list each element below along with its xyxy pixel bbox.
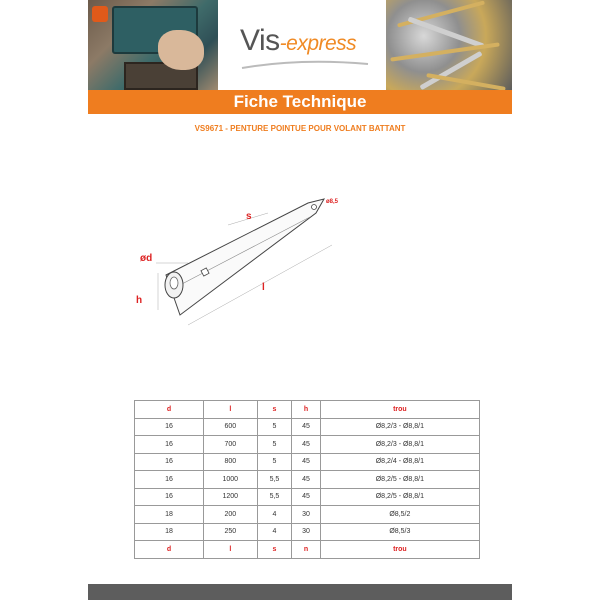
- header-cell: l: [204, 401, 258, 419]
- table-cell: 30: [292, 523, 320, 541]
- header-cell: h: [292, 401, 320, 419]
- header-banner: [88, 0, 512, 90]
- table-cell: 16: [135, 471, 204, 489]
- table-cell: 200: [204, 506, 258, 524]
- table-cell: 5,5: [257, 488, 292, 506]
- table-cell: 30: [292, 506, 320, 524]
- table-cell: 16: [135, 488, 204, 506]
- table-cell: Ø8,2/5 - Ø8,8/1: [320, 471, 479, 489]
- table-cell: 45: [292, 488, 320, 506]
- bolt-shape: [408, 16, 485, 48]
- table-cell: 600: [204, 418, 258, 436]
- technical-sheet-page: [88, 0, 512, 600]
- table-cell: Ø8,2/3 - Ø8,8/1: [320, 418, 479, 436]
- table-row: [135, 436, 480, 454]
- footer-cell: l: [204, 541, 258, 559]
- brand-logo: [240, 24, 356, 58]
- table-header-row: [135, 401, 480, 419]
- table-cell: Ø8,5/2: [320, 506, 479, 524]
- footer-cell: n: [292, 541, 320, 559]
- table-cell: Ø8,5/3: [320, 523, 479, 541]
- footer-cell: s: [257, 541, 292, 559]
- table-row: [135, 453, 480, 471]
- table-cell: 1000: [204, 471, 258, 489]
- table-row: [135, 523, 480, 541]
- table-cell: 700: [204, 436, 258, 454]
- footer-bar: [88, 584, 512, 600]
- header-cell: s: [257, 401, 292, 419]
- logo-swoosh-icon: [240, 60, 370, 70]
- hinge-strap-outline: [166, 199, 324, 315]
- label-d: ød: [140, 253, 153, 264]
- table-cell: 5: [257, 436, 292, 454]
- header-cell: trou: [320, 401, 479, 419]
- table-cell: 45: [292, 453, 320, 471]
- table-cell: 5: [257, 418, 292, 436]
- table-cell: 45: [292, 418, 320, 436]
- table-row: [135, 488, 480, 506]
- table-cell: 18: [135, 523, 204, 541]
- label-l: l: [262, 282, 265, 293]
- table-cell: 4: [257, 523, 292, 541]
- product-reference-title: VS9671 - PENTURE POINTUE POUR VOLANT BATTANT: [194, 124, 406, 133]
- hand-shape: [158, 30, 204, 70]
- hinge-strap-edge: [180, 217, 310, 285]
- table-cell: 1200: [204, 488, 258, 506]
- page-title: Fiche Technique: [233, 92, 367, 111]
- red-tool-shape: [92, 6, 108, 22]
- table-row: [135, 471, 480, 489]
- table-cell: 16: [135, 436, 204, 454]
- table-cell: 4: [257, 506, 292, 524]
- brand-accent: -express: [279, 32, 357, 55]
- table-cell: Ø8,2/3 - Ø8,8/1: [320, 436, 479, 454]
- table-cell: 45: [292, 471, 320, 489]
- hinge-technical-drawing: [128, 185, 368, 335]
- table-cell: 5: [257, 453, 292, 471]
- footer-cell: trou: [320, 541, 479, 559]
- label-h: h: [136, 295, 143, 306]
- table-footer-row: [135, 541, 480, 559]
- logo-area: [218, 0, 386, 90]
- table-cell: 16: [135, 418, 204, 436]
- screws-photo: [386, 0, 512, 90]
- table-row: [135, 418, 480, 436]
- brand-main: Vis: [240, 24, 280, 57]
- table-row: [135, 506, 480, 524]
- header-cell: d: [135, 401, 204, 419]
- table-cell: Ø8,2/4 - Ø8,8/1: [320, 453, 479, 471]
- tools-photo: [88, 0, 218, 90]
- label-hole: ø8,5: [326, 199, 339, 205]
- screw-shape: [390, 42, 499, 61]
- footer-cell: d: [135, 541, 204, 559]
- table-cell: Ø8,2/5 - Ø8,8/1: [320, 488, 479, 506]
- table-cell: 45: [292, 436, 320, 454]
- dimensions-table: [134, 400, 480, 559]
- label-s: s: [246, 211, 252, 222]
- barrel-hole: [170, 277, 178, 289]
- screw-shape: [426, 73, 505, 90]
- title-band: [88, 90, 512, 114]
- table-cell: 18: [135, 506, 204, 524]
- table-cell: 5,5: [257, 471, 292, 489]
- screw-shape: [397, 0, 485, 27]
- table-cell: 800: [204, 453, 258, 471]
- table-cell: 16: [135, 453, 204, 471]
- end-hole: [312, 205, 317, 210]
- table-cell: 250: [204, 523, 258, 541]
